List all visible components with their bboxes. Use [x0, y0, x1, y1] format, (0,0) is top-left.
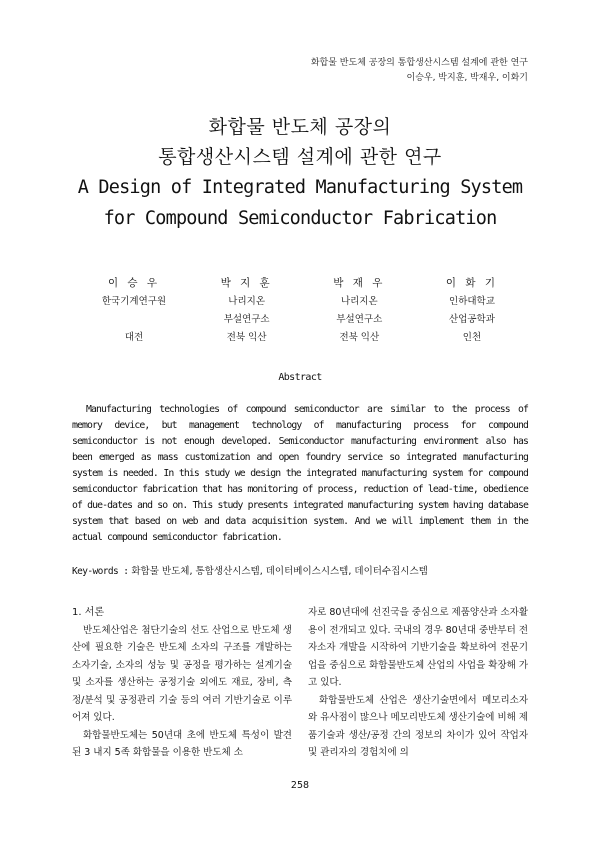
author-affiliation-dept: [78, 311, 190, 329]
title-korean-line-2: 통합생산시스템 설계에 관한 연구: [158, 146, 442, 168]
paper-title: [0, 112, 600, 234]
author-location: 인천: [462, 332, 482, 343]
author-name: 박 재 우: [333, 277, 386, 289]
author: [416, 274, 528, 347]
author-location: 전북 익산: [339, 332, 380, 343]
abstract-heading: Abstract: [278, 372, 322, 383]
author-affiliation-dept: 부설연구소: [336, 314, 383, 325]
keywords: [72, 563, 542, 577]
title-english-line-2: for Compound Semiconductor Fabrication: [103, 208, 497, 229]
author: [191, 274, 303, 347]
body-paragraph: 반도체산업은 첨단기술의 선도 산업으로 반도체 생산에 필요한 기술은 반도체 소자의 구조를 개발하는 소자기술, 소자의 성능 및 공정을 평가하는 설계기술 및 소자를 생산하는 공정기술 외에도 재료, 장비, 측정/분석 및 공정관리 기술 등의 여러 기반기술로 이루어져 있다.: [72, 624, 292, 723]
author-affiliation: 나리지온: [340, 296, 378, 307]
author-name: 이 화 기: [445, 277, 499, 289]
page-number: 258: [290, 780, 310, 791]
body-paragraph: 자로 80년대에 선진국을 중심으로 제품양산과 소자활용이 전개되고 있다. 국내의 경우 80년대 중반부터 전자소자 개발을 시작하여 기반기술을 확보하여 전문기업을 중심으로 화합물반도체 산업의 사업을 확장해 가고 있다.: [308, 607, 529, 688]
author-affiliation-dept: 산업공학과: [449, 314, 495, 325]
author-affiliation-dept: 부설연구소: [223, 314, 270, 325]
author: [78, 274, 190, 347]
author: [303, 274, 415, 347]
author-location: 전북 익산: [226, 332, 267, 343]
author-name: 이 승 우: [107, 277, 161, 289]
running-head: [311, 56, 528, 86]
running-head-title: 화합물 반도체 공장의 통합생산시스템 설계에 관한 연구: [310, 58, 528, 68]
author-affiliation: 인하대학교: [449, 296, 495, 307]
abstract-text: Manufacturing technologies of compound semiconductor are similar to the process of memory device, but management technology of manufacturing process for compound semiconductor is not enough developed. Semiconductor manufacturing environment also has been emerged as mass customization and open foundry service so integrated manufacturing system is needed. In this study we design the integrated manufacturing system for compound semiconductor fabrication that has monitoring of process, reduction of lead-time, obedience of due-dates and so on. This study presents integrated manufacturing system having database system that based on web and data acquisition system. And we will implement them in the actual compound semiconductor fabrication.: [72, 404, 528, 543]
body-column-right: [308, 604, 528, 762]
author-affiliation: 나리지온: [228, 296, 266, 307]
running-head-authors: 이승우, 박지훈, 박재우, 이화기: [406, 73, 528, 83]
author-location: 대전: [124, 332, 144, 343]
keywords-values: 화합물 반도체, 통합생산시스템, 데이터베이스시스템, 데이터수집시스템: [131, 566, 428, 577]
body-paragraph: 화합물반도체 산업은 생산기술면에서 메모리소자와 유사점이 많으나 메모리반도체 생산기술에 비해 제품기술과 생산/공정 간의 정보의 차이가 있어 작업자 및 관리자의 경험치에 의: [308, 694, 529, 758]
title-korean-line-1: 화합물 반도체 공장의: [208, 116, 392, 138]
keywords-label: Key-words :: [72, 566, 129, 577]
section-heading: 1. 서론: [72, 607, 105, 618]
author-name: 박 지 훈: [220, 277, 273, 289]
author-list: [78, 274, 528, 347]
body-column-left: [72, 604, 292, 762]
author-affiliation: 한국기계연구원: [101, 296, 167, 307]
body-paragraph: 화합물반도체는 50년대 초에 반도체 특성이 발견된 3 내지 5족 화합물을 이용한 반도체 소: [72, 729, 292, 758]
title-english-line-1: A Design of Integrated Manufacturing System: [77, 177, 523, 198]
